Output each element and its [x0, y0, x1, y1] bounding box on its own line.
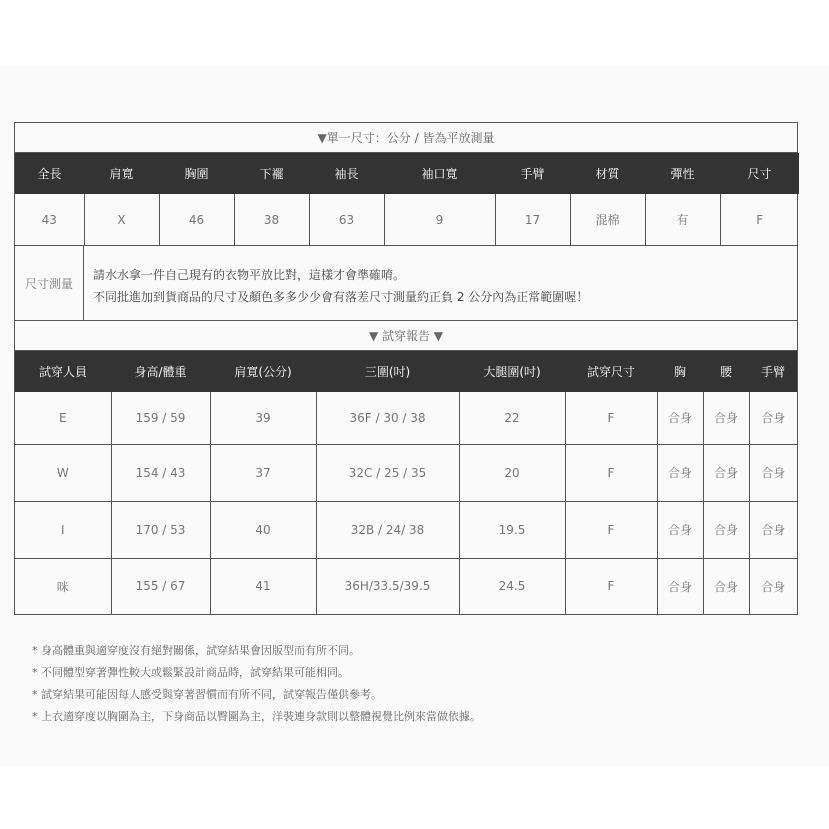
measurement-note [15, 245, 797, 321]
size-header-cell: 全長 [15, 153, 84, 194]
measurement-line: 不同批進加到貨商品的尺寸及顏色多多少少會有落差尺寸測量約正負 2 公分內為正常範圍喔！ [93, 290, 589, 304]
trial-cell: 154 / 43 [111, 444, 210, 501]
trial-cell: 合身 [703, 558, 749, 614]
size-header-cell: 胸圍 [159, 153, 234, 194]
size-value-cell: 9 [384, 194, 495, 245]
trial-cell: 39 [210, 392, 316, 444]
trial-row [15, 558, 797, 614]
trial-cell: 24.5 [459, 558, 565, 614]
size-value-cell: X [84, 194, 159, 245]
size-value-cell: 17 [495, 194, 570, 245]
trial-cell: 合身 [703, 444, 749, 501]
size-value-cell: 混棉 [570, 194, 645, 245]
trial-header-cell: 試穿尺寸 [565, 351, 657, 392]
trial-cell: 19.5 [459, 501, 565, 558]
trial-row [15, 501, 797, 558]
trial-cell: 合身 [703, 392, 749, 444]
trial-cell: 20 [459, 444, 565, 501]
trial-cell: I [15, 501, 111, 558]
note-line: * 不同體型穿著彈性較大或鬆緊設計商品時，試穿結果可能相同。 [32, 666, 349, 679]
measurement-text [84, 246, 588, 320]
size-header-cell: 袖口寬 [384, 153, 495, 194]
trial-cell: 合身 [657, 444, 703, 501]
trial-cell: E [58, 410, 67, 425]
trial-cell: 36H/33.5/39.5 [316, 558, 459, 614]
trial-cell: 合身 [657, 392, 703, 444]
trial-cell: W [15, 444, 111, 501]
notes [32, 640, 481, 728]
trial-header-cell: 三圍(吋) [316, 351, 459, 392]
trial-cell: F [565, 392, 657, 444]
size-chart-frame [14, 122, 798, 615]
trial-cell: 合身 [749, 392, 797, 444]
trial-cell: F [565, 558, 657, 614]
size-header-cell: 尺寸 [720, 153, 799, 194]
size-value-cell: 46 [159, 194, 234, 245]
trial-cell: 155 / 67 [111, 558, 210, 614]
trial-table [15, 351, 797, 614]
trial-header-cell: 肩寬(公分) [210, 351, 316, 392]
size-value-cell: 43 [41, 212, 57, 227]
trial-header-cell: 試穿人員 [15, 351, 111, 392]
trial-cell: 咪 [15, 558, 111, 614]
trial-row [15, 392, 797, 444]
note-line: * 上衣適穿度以胸圍為主，下身商品以臀圍為主，洋裝連身款則以整體視覺比例來當做依據。 [32, 710, 481, 723]
trial-cell: 22 [459, 392, 565, 444]
note-line: * 試穿結果可能因每人感受與穿著習慣而有所不同，試穿報告僅供參考。 [32, 688, 382, 701]
trial-cell: 32B / 24/ 38 [316, 501, 459, 558]
trial-cell: 41 [210, 558, 316, 614]
trial-cell: 合身 [749, 558, 797, 614]
size-value-row [15, 194, 799, 245]
trial-cell: 159 / 59 [111, 392, 210, 444]
trial-cell: 合身 [749, 501, 797, 558]
trial-header-cell: 胸 [657, 351, 703, 392]
size-header-cell: 材質 [570, 153, 645, 194]
size-table-title: ▼單一尺寸：公分 / 皆為平放測量 [15, 123, 797, 153]
trial-table-title: ▼ 試穿報告 ▼ [15, 321, 797, 351]
measurement-line: 請水水拿一件自己現有的衣物平放比對，這樣才會準確唷。 [93, 268, 406, 282]
measurement-label: 尺寸測量 [15, 246, 84, 320]
trial-cell: 32C / 25 / 35 [316, 444, 459, 501]
trial-cell: 37 [210, 444, 316, 501]
trial-cell: 170 / 53 [111, 501, 210, 558]
trial-header-row [15, 351, 797, 392]
size-header-cell: 下襬 [234, 153, 309, 194]
size-table [15, 153, 799, 245]
trial-header-cell: 手臂 [749, 351, 797, 392]
size-value-cell: 63 [309, 194, 384, 245]
size-value-cell: 有 [645, 194, 720, 245]
trial-cell: F [565, 501, 657, 558]
trial-cell: 40 [210, 501, 316, 558]
size-header-cell: 彈性 [645, 153, 720, 194]
trial-header-cell: 腰 [703, 351, 749, 392]
size-header-row [15, 153, 799, 194]
trial-cell: F [565, 444, 657, 501]
size-value-cell: F [720, 194, 799, 245]
size-header-cell: 手臂 [495, 153, 570, 194]
trial-header-cell: 身高/體重 [111, 351, 210, 392]
trial-row [15, 444, 797, 501]
size-value-cell: 38 [234, 194, 309, 245]
trial-cell: 合身 [703, 501, 749, 558]
size-header-cell: 肩寬 [84, 153, 159, 194]
trial-cell: 合身 [657, 501, 703, 558]
trial-cell: 36F / 30 / 38 [316, 392, 459, 444]
size-header-cell: 袖長 [309, 153, 384, 194]
trial-cell: 合身 [749, 444, 797, 501]
note-line: * 身高體重與適穿度沒有絕對關係，試穿結果會因版型而有所不同。 [32, 644, 360, 657]
trial-cell: 合身 [657, 558, 703, 614]
trial-header-cell: 大腿圍(吋) [459, 351, 565, 392]
